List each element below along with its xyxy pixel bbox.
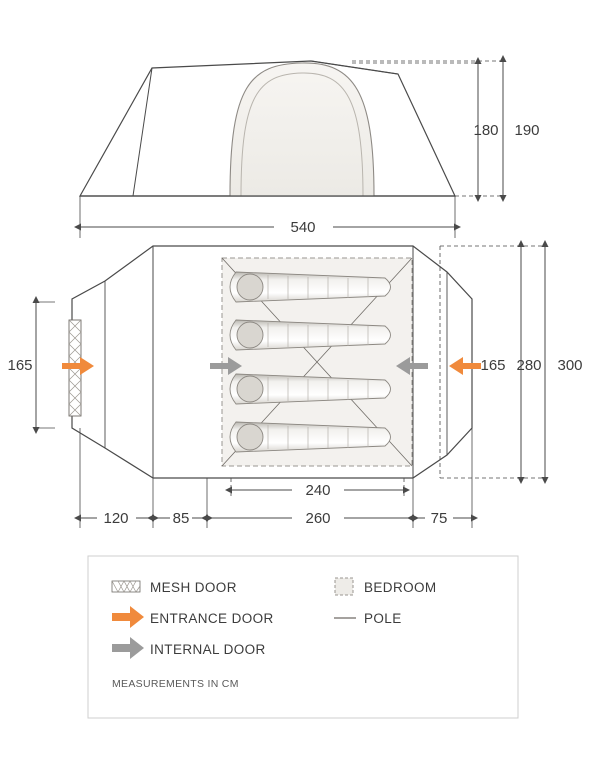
bedroom-dome: [230, 63, 374, 196]
legend-label-mesh-door: MESH DOOR: [150, 580, 237, 595]
overall-length-label: 540: [290, 219, 316, 236]
legend-label-pole: POLE: [364, 611, 402, 626]
vestibule-left-dimension: [153, 510, 207, 527]
depth-inner-label: 280: [516, 357, 542, 374]
porch-left-label: 120: [103, 510, 129, 527]
left-width-label: 165: [7, 357, 33, 374]
height-outer-label: 190: [514, 122, 540, 139]
legend-label-entrance-door: ENTRANCE DOOR: [150, 611, 274, 626]
bedroom-icon: [335, 578, 353, 595]
vestibule-left-label: 85: [172, 510, 190, 527]
depth-outer-label: 300: [557, 357, 583, 374]
floor-plan-view: [7, 246, 582, 528]
side-elevation-view: [80, 61, 540, 196]
bedroom-outer-width-label: 260: [305, 510, 331, 527]
legend-panel: [88, 556, 518, 718]
legend-label-internal-door: INTERNAL DOOR: [150, 642, 266, 657]
right-width-label: 165: [480, 357, 506, 374]
porch-right-label: 75: [430, 510, 448, 527]
overall-length-dimension: [80, 196, 455, 238]
bedroom-width-dimension: [231, 478, 404, 499]
legend-note: MEASUREMENTS IN CM: [112, 678, 239, 690]
left-width-dimension: [7, 302, 55, 428]
mesh-door-icon: [112, 581, 140, 592]
bedroom-width-label: 240: [305, 482, 331, 499]
right-width-dimension: [480, 357, 505, 374]
legend-label-bedroom: BEDROOM: [364, 580, 437, 595]
height-inner-label: 180: [473, 122, 499, 139]
